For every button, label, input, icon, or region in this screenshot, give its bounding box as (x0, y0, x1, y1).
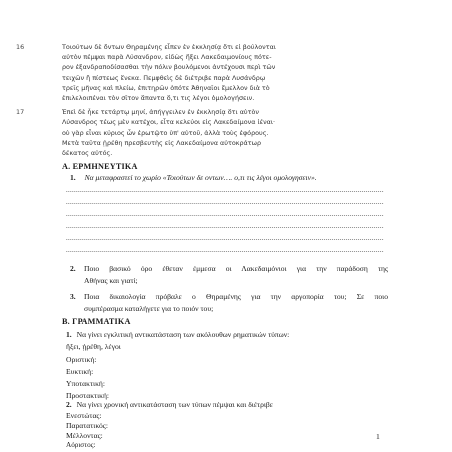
question-text-line: Ποιο βασικό όρο έθεταν έμμεσα οι Λακεδαιμόνιοι για την παράδοση της (84, 264, 388, 273)
passage-line: Λύσανδρος τέως μὲν κατέχοι, εἶτα κελεύοι εἰς Λακεδαίμονα ἰέναι· (62, 118, 276, 127)
question-text: Να μεταφραστεί το χωρίο «Τοιούτων δε οντων…. ο,τι τις λέγοι ομολογησειν». (84, 173, 317, 182)
answer-dot-line[interactable]: ............................................................................................................................................................... (66, 235, 384, 242)
question-text-line: Αθήνας και γιατί; (84, 276, 138, 285)
ancient-greek-passage (16, 42, 392, 158)
section-b-title: Β. ΓΡΑΜΜΑΤΙΚΑ (62, 317, 131, 326)
passage-section-17 (16, 107, 392, 158)
question-number: 1. (66, 330, 72, 339)
mood-label-imperative[interactable]: Προστακτική: (66, 391, 110, 400)
mood-label-optative[interactable]: Ευκτική: (66, 367, 94, 376)
tense-label-future[interactable]: Μέλλοντας: (66, 431, 103, 440)
question-number: 2. (70, 264, 76, 273)
question-text: Να γίνει εγκλιτική αντικατάσταση των ακόλουθων ρηματικών τύπων: (76, 330, 290, 339)
passage-line: Μετὰ ταῦτα ᾑρέθη πρεσβευτὴς εἰς Λακεδαίμονα αὐτοκράτωρ (62, 138, 262, 147)
tense-label-present[interactable]: Ενεστώτας: (66, 411, 102, 420)
answer-dot-line[interactable]: ............................................................................................................................................................... (66, 223, 384, 230)
passage-line: Τοιούτων δὲ ὄντων Θηραμένης εἶπεν ἐν ἐκκλησίᾳ ὅτι εἰ βούλονται (62, 43, 276, 51)
question-a2 (70, 263, 388, 287)
passage-line: δέκατος αὐτός. (62, 149, 113, 158)
answer-dot-line[interactable]: ............................................................................................................................................................... (66, 199, 384, 206)
answer-dot-line[interactable]: ............................................................................................................................................................... (66, 187, 384, 194)
question-text-line: Ποια δικαιολογία πρόβαλε ο Θηραμένης για την αργοπορία του; Σε ποιο (84, 292, 388, 301)
passage-line: οὐ γὰρ εἶναι κύριος ὧν ἐρωτῷτο ὑπ' αὐτοῦ, ἀλλὰ τοὺς ἐφόρους. (62, 128, 269, 137)
passage-line: τρεῖς μῆνας καὶ πλείω, ἐπιτηρῶν ὁπότε Ἀθηναῖοι ἔμελλον διὰ τὸ (62, 83, 270, 92)
passage-line: ρον ἐξανδραποδίσασθαι τὴν πόλιν βουλόμενοι ἀντέχουσι περὶ τῶν (62, 63, 276, 72)
question-number: 1. (70, 173, 76, 182)
question-number: 2. (66, 400, 72, 409)
tense-label-imperfect[interactable]: Παρατατικός: (66, 421, 108, 430)
page-number: 1 (376, 432, 380, 441)
tense-label-aorist[interactable]: Αόριστος: (66, 441, 96, 449)
passage-line: ἐπιλελοιπέναι τὸν σῖτον ἅπαντα ὅ,τι τις λέγοι ὁμολογήσειν. (62, 94, 255, 103)
question-a3 (70, 291, 388, 315)
question-a1 (70, 173, 317, 182)
verb-forms: ἥξει, ᾑρέθη, λέγοι (66, 342, 121, 351)
passage-section-16 (16, 42, 392, 103)
passage-line: Ἐπεὶ δὲ ἧκε τετάρτῳ μηνί, ἀπήγγειλεν ἐν ἐκκλησίᾳ ὅτι αὐτὸν (62, 108, 259, 117)
mood-label-indicative[interactable]: Οριστική: (66, 355, 97, 364)
passage-line: αὐτὸν πέμψαι παρὰ Λύσανδρον, εἰδὼς ἥξει Λακεδαιμονίους πότε- (62, 53, 272, 62)
question-text: Να γίνει χρονική αντικατάσταση των τύπων πέμψαι και διέτριβε (76, 400, 273, 409)
answer-dot-line[interactable]: ............................................................................................................................................................... (66, 211, 384, 218)
section-number: 16 (16, 43, 25, 51)
question-text-line: συμπέρασμα καταλήγετε για το ποιόν του; (84, 304, 214, 313)
question-b2 (66, 400, 273, 409)
mood-label-subjunctive[interactable]: Υποτακτική: (66, 379, 105, 388)
question-b1 (66, 330, 289, 339)
section-number: 17 (16, 108, 25, 117)
passage-line: τειχῶν ἢ πίστεως ἕνεκα. Πεμφθεὶς δὲ διέτριβε παρὰ Λυσάνδρῳ (62, 73, 266, 82)
answer-dot-line[interactable]: ............................................................................................................................................................... (66, 247, 384, 254)
section-a-title: Α. ΕΡΜΗΝΕΥΤΙΚΑ (62, 162, 138, 171)
question-number: 3. (70, 292, 76, 301)
